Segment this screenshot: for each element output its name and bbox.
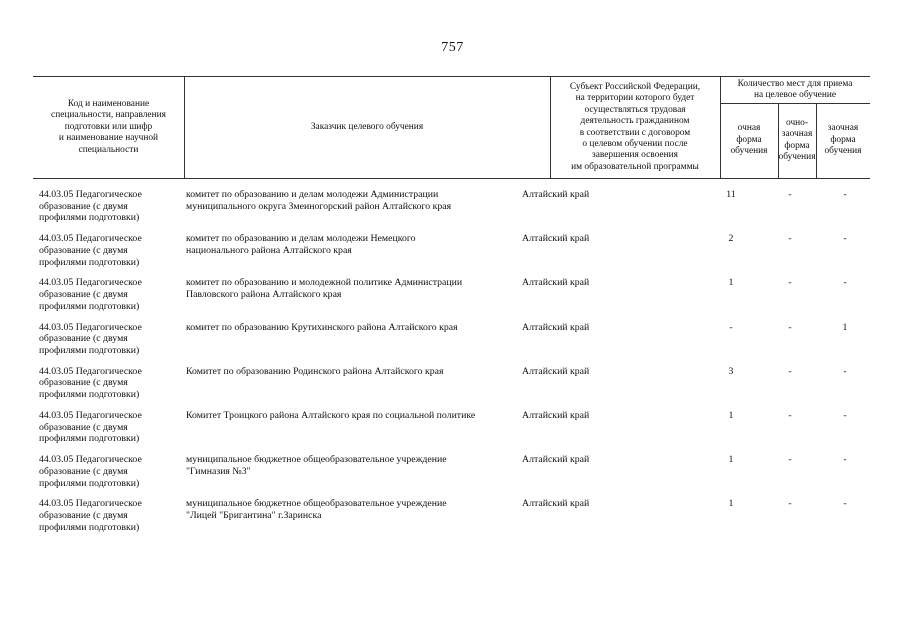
row-ochn: 1	[728, 277, 734, 289]
row-ochn: 1	[728, 454, 734, 466]
header-places-label: Количество мест для приема на целевое обучение	[737, 78, 853, 100]
table-row	[33, 410, 870, 454]
row-ochzaoch: -	[788, 365, 792, 377]
row-ochzaoch: -	[788, 189, 792, 200]
header-subject-cell	[550, 77, 720, 178]
row-zaoch: -	[843, 409, 847, 421]
row-zaoch: 1	[842, 321, 848, 333]
row-zaoch: -	[843, 498, 847, 510]
row-customer: комитет по образованию и молодежной политике Администрации Павловского района Алтайского края	[186, 277, 463, 301]
row-subject: Алтайский край	[522, 277, 590, 289]
row-subject: Алтайский край	[522, 498, 590, 510]
row-zaoch: -	[843, 233, 847, 245]
row-ochzaoch: -	[788, 409, 792, 421]
row-ochn: 2	[728, 233, 734, 245]
table-row	[33, 189, 870, 233]
table-row	[33, 322, 870, 366]
row-subject: Алтайский край	[522, 189, 590, 200]
row-ochn: 1	[728, 498, 734, 510]
row-ochn: -	[729, 321, 733, 333]
header-customer-cell	[184, 77, 550, 178]
row-ochn: 1	[728, 409, 734, 421]
row-subject: Алтайский край	[522, 321, 590, 333]
row-zaoch: -	[843, 277, 847, 289]
row-ochn: 11	[726, 189, 736, 200]
row-subject: Алтайский край	[522, 233, 590, 245]
row-customer: комитет по образованию и делам молодежи Администрации муниципального округа Змеиногорский район Алтайского края	[186, 189, 452, 212]
row-customer: муниципальное бюджетное общеобразовательное учреждение "Гимназия №3"	[186, 454, 447, 477]
row-code: 44.03.05 Педагогическое образование (с двумя профилями подготовки)	[39, 365, 142, 401]
row-subject: Алтайский край	[522, 365, 590, 377]
row-customer: Комитет Троицкого района Алтайского края по социальной политике	[186, 409, 476, 421]
table-row	[33, 498, 870, 542]
row-zaoch: -	[843, 365, 847, 377]
row-customer: комитет по образованию Крутихинского района Алтайского края	[186, 321, 458, 333]
row-code: 44.03.05 Педагогическое образование (с двумя профилями подготовки)	[39, 233, 142, 268]
row-ochzaoch: -	[788, 454, 792, 466]
header-ochn-cell	[720, 103, 778, 178]
row-code: 44.03.05 Педагогическое образование (с двумя профилями подготовки)	[39, 409, 142, 445]
row-ochzaoch: -	[788, 233, 792, 245]
table-row	[33, 366, 870, 410]
table-body	[33, 189, 870, 543]
row-code: 44.03.05 Педагогическое образование (с двумя профилями подготовки)	[39, 498, 142, 533]
header-ochzaoch-cell	[778, 103, 816, 178]
row-code: 44.03.05 Педагогическое образование (с двумя профилями подготовки)	[39, 454, 142, 489]
row-code: 44.03.05 Педагогическое образование (с двумя профилями подготовки)	[39, 189, 142, 224]
row-customer: комитет по образованию и делам молодежи Немецкого национального района Алтайского края	[186, 233, 416, 256]
header-code-cell	[33, 77, 184, 178]
row-ochn: 3	[728, 365, 734, 377]
page-number: 757	[441, 40, 464, 55]
row-code: 44.03.05 Педагогическое образование (с двумя профилями подготовки)	[39, 321, 142, 356]
header-zaoch-label: заочная форма обучения	[824, 123, 862, 157]
row-ochzaoch: -	[788, 321, 792, 333]
header-zaoch-cell	[816, 103, 870, 178]
row-customer: Комитет по образованию Родинского района Алтайского края	[186, 365, 444, 377]
header-subject-label: Субъект Российской Федерации, на территории которого будет осуществляться трудовая деятельность гражданином в соответствии с договором о целевом обучении после завершения освоения им образовательной программы	[569, 81, 701, 172]
table-row	[33, 454, 870, 498]
row-ochzaoch: -	[788, 277, 792, 289]
header-places-cell	[720, 77, 870, 103]
header-code-label: Код и наименование специальности, направления подготовки или шифр и наименование научной специальности	[51, 98, 166, 155]
row-zaoch: -	[843, 189, 847, 200]
header-customer-label: Заказчик целевого обучения	[310, 121, 424, 132]
table-row	[33, 233, 870, 277]
row-subject: Алтайский край	[522, 409, 590, 421]
row-zaoch: -	[843, 454, 847, 466]
table-row	[33, 277, 870, 321]
row-code: 44.03.05 Педагогическое образование (с двумя профилями подготовки)	[39, 277, 142, 312]
table-header	[33, 76, 870, 179]
header-ochn-label: очная форма обучения	[730, 123, 768, 157]
row-ochzaoch: -	[788, 498, 792, 510]
row-customer: муниципальное бюджетное общеобразовательное учреждение "Лицей "Бригантина" г.Заринска	[186, 498, 447, 522]
header-ochzaoch-label: очно- заочная форма обучения	[778, 117, 816, 162]
row-subject: Алтайский край	[522, 454, 590, 466]
